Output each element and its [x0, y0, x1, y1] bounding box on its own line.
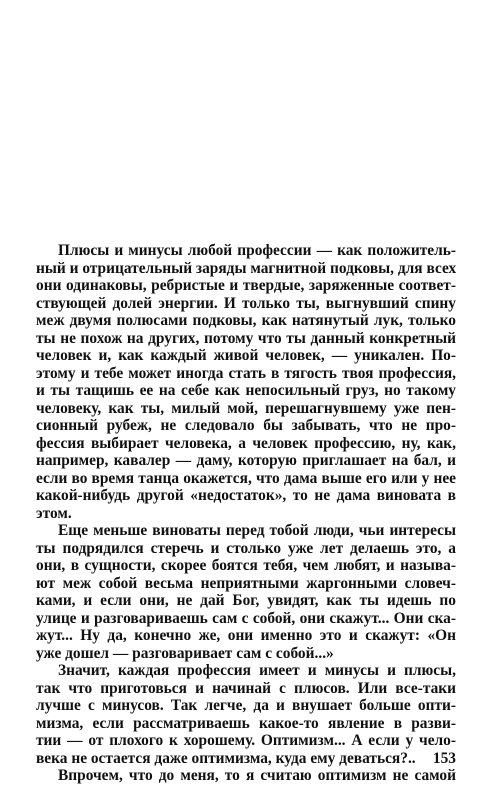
text-line: они одинаковы, ребристые и твердые, заряженные соответ- [36, 277, 456, 294]
text-line: человеку, как ты, милый мой, перешагнувшему уже пен- [36, 399, 456, 417]
text-line: и ты тащишь ее на себе как непосильный груз, но такому [36, 382, 456, 399]
text-line: Еще меньше виноваты перед тобой люди, чьи интересы [58, 522, 456, 539]
text-line: если во время танца окажется, что дама выше его или у нее [36, 469, 456, 487]
text-line: века не остается даже оптимизма, куда ему деваться?.. [36, 749, 416, 767]
text-line: ствующей долей энергии. И только ты, выгнувший спину [36, 294, 456, 312]
text-line: Значит, каждая профессия имеет и минусы и плюсы, [58, 662, 456, 679]
text-line: этом. [36, 504, 72, 522]
text-line: ный и отрицательный заряды магнитной подковы, для всех [36, 259, 456, 277]
text-line: тии — от плохого к хорошему. Оптимизм... А если у чело- [36, 732, 456, 749]
text-line: Впрочем, что до меня, то я считаю оптимизм не самой [58, 767, 456, 784]
text-line: жут... Ну да, конечно же, они именно это и скажут: «Он [36, 627, 456, 644]
text-line: лучше с минусов. Так легче, да и внушает больше опти- [36, 697, 456, 714]
text-line: этому и тебе может иногда стать в тягость твоя профессия, [36, 364, 456, 382]
page-number: 153 [432, 750, 456, 767]
text-line: ками, и если они, не дай Бог, увидят, как ты идешь по [36, 592, 456, 609]
text-line: человек и, как каждый живой человек, — уникален. По- [36, 347, 456, 364]
text-line: ты не похож на других, потому что ты данный конкретный [36, 329, 456, 347]
text-line: ют меж собой весьма неприятными жаргонными словеч- [36, 574, 456, 592]
text-line: Плюсы и минусы любой профессии — как положитель- [58, 242, 456, 259]
text-line: какой-нибудь другой «недостаток», то не дама виновата в [36, 487, 456, 504]
text-line: сионный рубеж, не следовало бы забывать, что не про- [36, 417, 456, 434]
text-line: так что приготовься и начинай с плюсов. Или все-таки [36, 679, 456, 697]
text-line: улице и разговариваешь сам с собой, они скажут... Они ска- [36, 609, 456, 627]
text-line: фессия выбирает человека, а человек профессию, ну, как, [36, 434, 456, 452]
text-line: ты подрядился стеречь и столько уже лет делаешь это, а [36, 539, 456, 557]
text-line: например, кавалер — даму, которую приглашает на бал, и [36, 452, 456, 469]
text-line: меж двумя полюсами подковы, как натянутый лук, только [36, 312, 456, 329]
page-body [36, 242, 456, 785]
text-line: уже дошел — разговаривает сам с собой...» [36, 644, 334, 662]
text-line: мизма, если рассматриваешь какое-то явление в разви- [36, 714, 456, 732]
text-line: они, в сущности, скорее боятся тебя, чем любят, и называ- [36, 557, 456, 574]
